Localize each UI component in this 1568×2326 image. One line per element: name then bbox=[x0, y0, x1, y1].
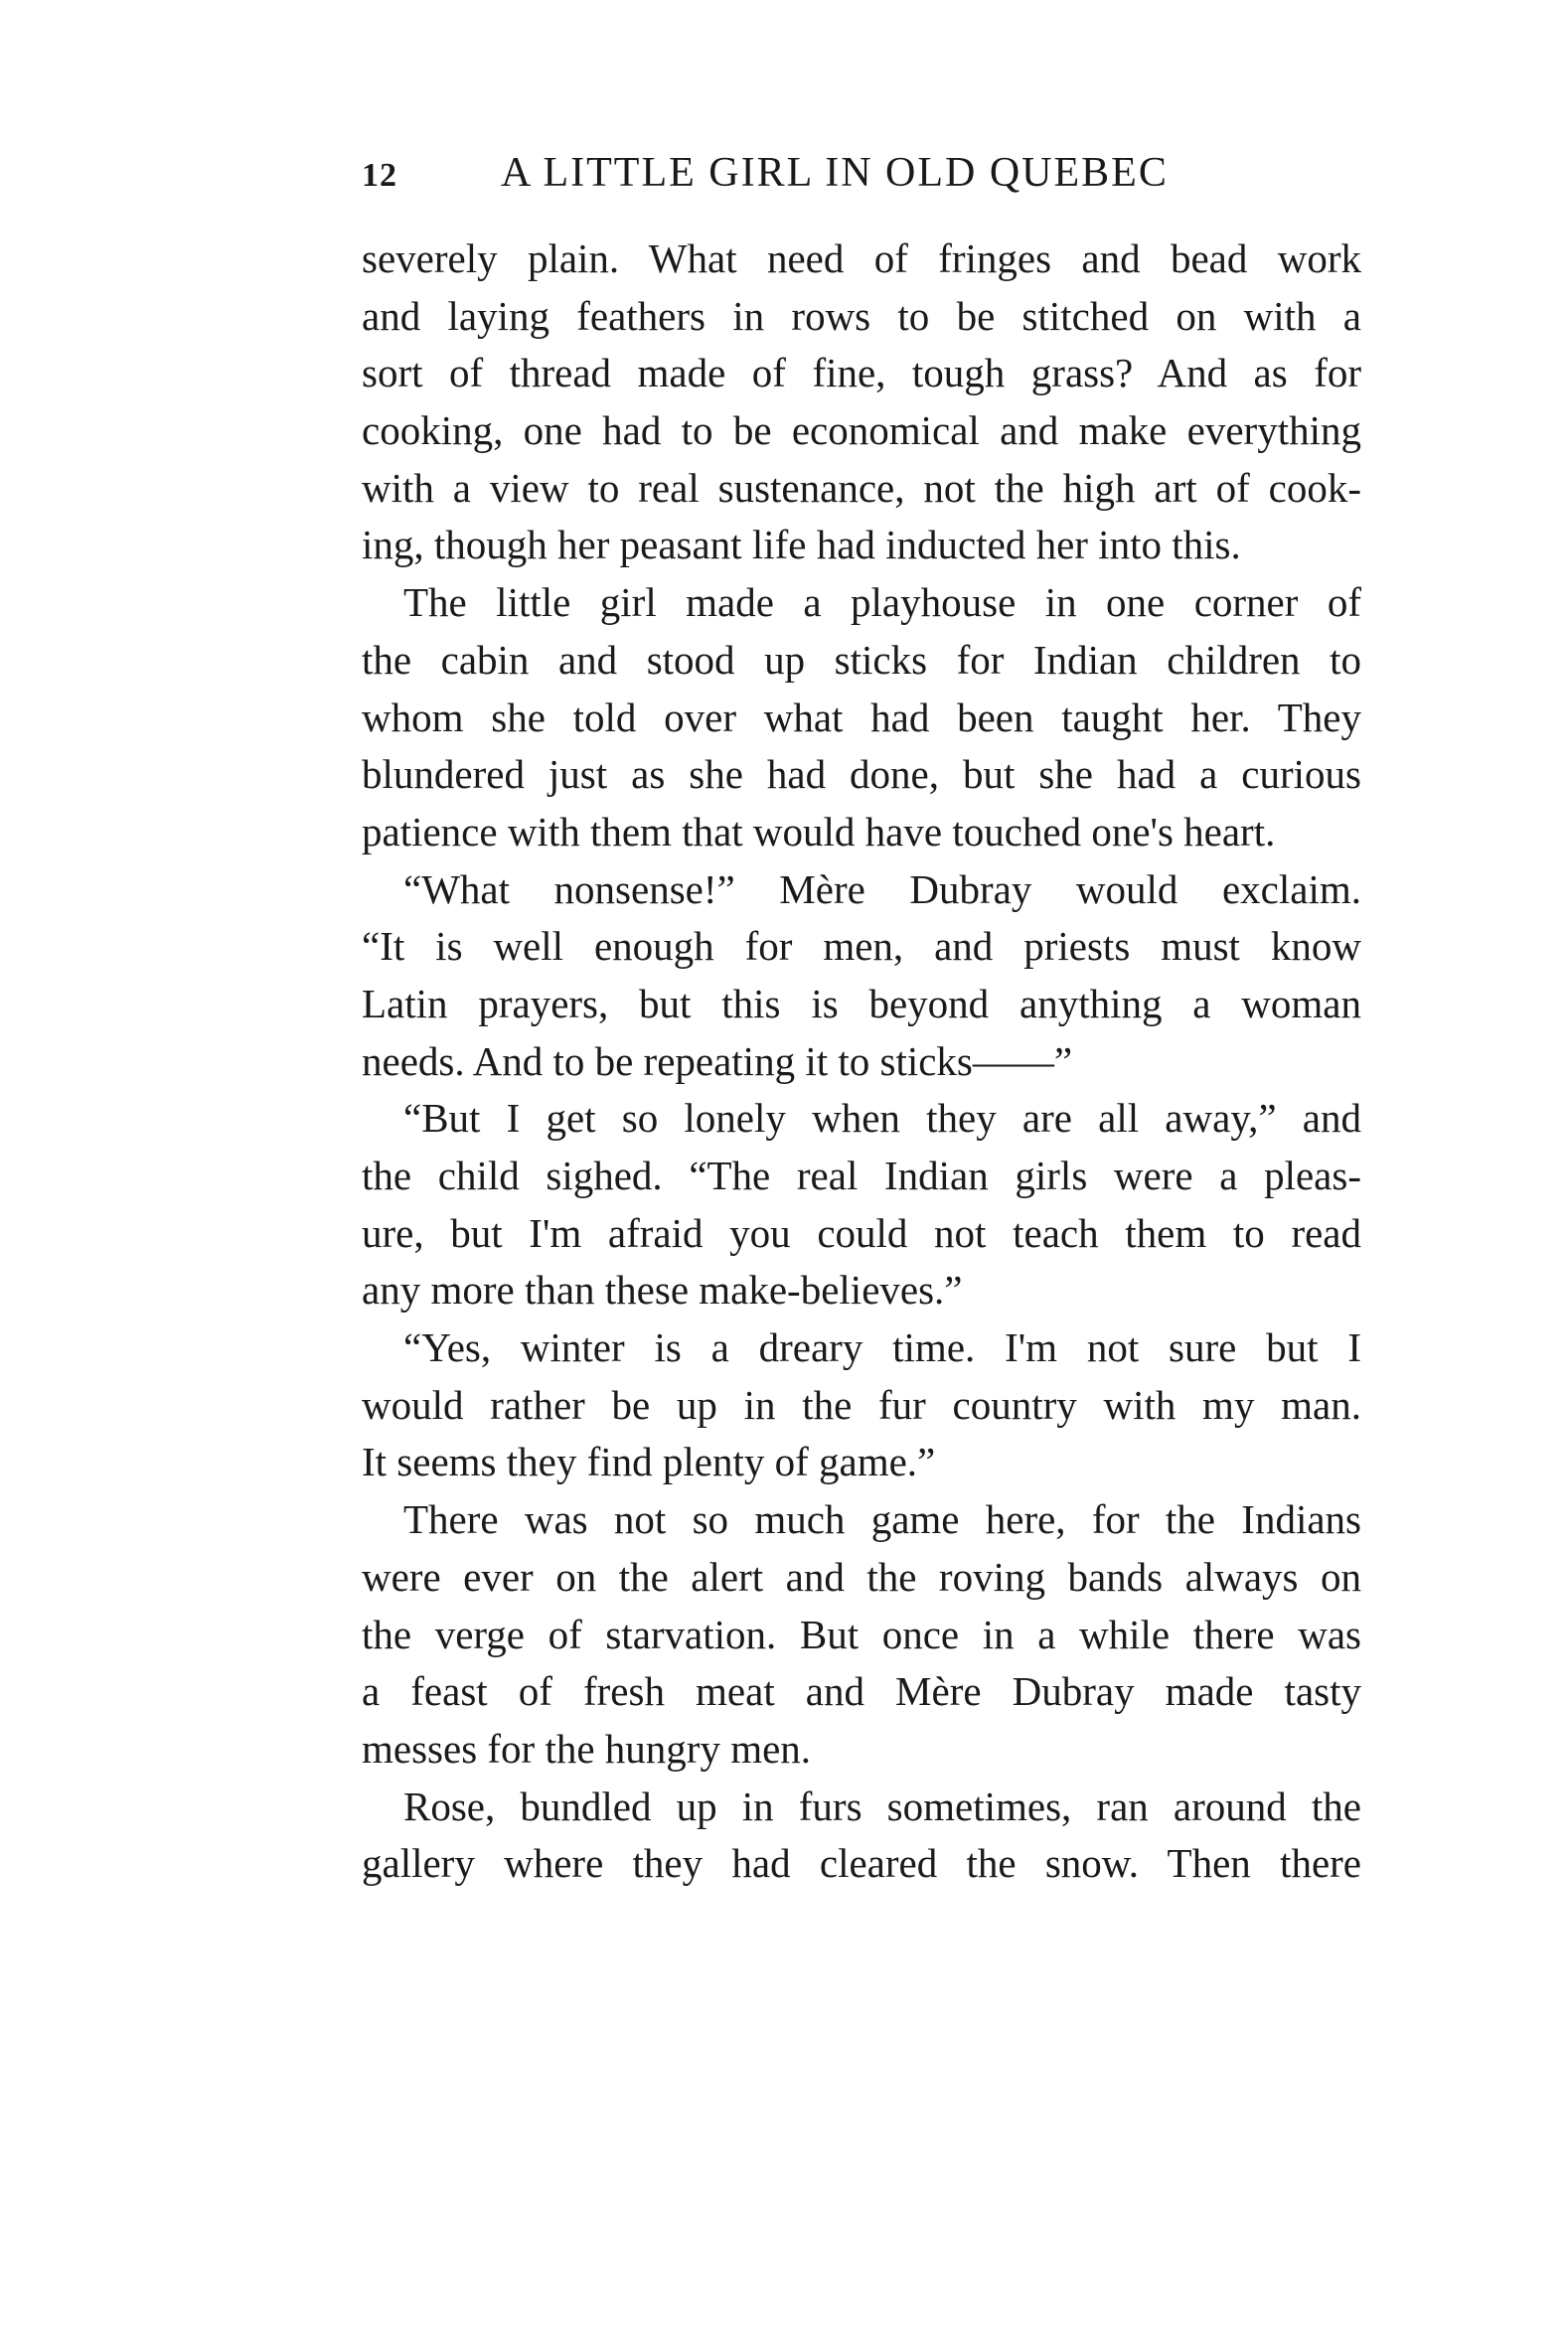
text-line: messes for the hungry men. bbox=[362, 1725, 812, 1772]
text-line: gallery where they had cleared the snow. Then there bbox=[362, 1840, 1361, 1887]
text-line: ing, though her peasant life had inducted her into this. bbox=[362, 522, 1241, 568]
text-line: The little girl made a playhouse in one corner of bbox=[403, 579, 1361, 626]
text-line: severely plain. What need of fringes and bead work bbox=[362, 235, 1361, 281]
text-line: a feast of fresh meat and Mère Dubray made tasty bbox=[362, 1668, 1361, 1715]
text-line: the cabin and stood up sticks for Indian children to bbox=[362, 636, 1361, 683]
text-line: would rather be up in the fur country with my man. bbox=[362, 1381, 1361, 1428]
paragraph bbox=[362, 1779, 1361, 1893]
paragraph bbox=[362, 1319, 1361, 1491]
text-line: were ever on the alert and the roving bands always on bbox=[362, 1553, 1361, 1600]
paragraph bbox=[362, 574, 1361, 860]
paragraph bbox=[362, 231, 1361, 574]
text-line: the child sighed. “The real Indian girls were a pleas- bbox=[362, 1153, 1361, 1198]
running-title: A LITTLE GIRL IN OLD QUEBEC bbox=[501, 150, 1169, 196]
text-line: There was not so much game here, for the Indians bbox=[403, 1496, 1361, 1543]
text-line: whom she told over what had been taught her. They bbox=[362, 694, 1361, 740]
text-line: with a view to real sustenance, not the high art of cook- bbox=[362, 464, 1361, 511]
page-number: 12 bbox=[362, 157, 397, 194]
text-line: cooking, one had to be economical and make everything bbox=[362, 407, 1361, 454]
text-line: needs. And to be repeating it to sticks——” bbox=[362, 1037, 1073, 1084]
text-line: sort of thread made of fine, tough grass? And as for bbox=[362, 350, 1361, 396]
paragraph bbox=[362, 1090, 1361, 1319]
text-line: “But I get so lonely when they are all away,” and bbox=[403, 1095, 1361, 1142]
text-line: “Yes, winter is a dreary time. I'm not sure but I bbox=[403, 1324, 1361, 1371]
text-line: It seems they find plenty of game.” bbox=[362, 1439, 936, 1485]
text-line: any more than these make-believes.” bbox=[362, 1267, 963, 1314]
text-line: Latin prayers, but this is beyond anything a woman bbox=[362, 980, 1361, 1026]
text-line: Rose, bundled up in furs sometimes, ran around the bbox=[403, 1783, 1361, 1829]
text-line: ure, but I'm afraid you could not teach them to read bbox=[362, 1209, 1361, 1256]
text-line: “What nonsense!” Mère Dubray would exclaim. bbox=[403, 865, 1361, 912]
text-line: patience with them that would have touched one's heart. bbox=[362, 808, 1276, 854]
page-header bbox=[362, 149, 1361, 209]
text-line: and laying feathers in rows to be stitched on with a bbox=[362, 292, 1361, 339]
text-line: the verge of starvation. But once in a while there was bbox=[362, 1611, 1361, 1657]
paragraph bbox=[362, 1491, 1361, 1778]
body-text bbox=[362, 231, 1361, 1893]
text-line: “It is well enough for men, and priests must know bbox=[362, 923, 1361, 970]
text-line: blundered just as she had done, but she had a curious bbox=[362, 751, 1361, 798]
paragraph bbox=[362, 861, 1361, 1091]
